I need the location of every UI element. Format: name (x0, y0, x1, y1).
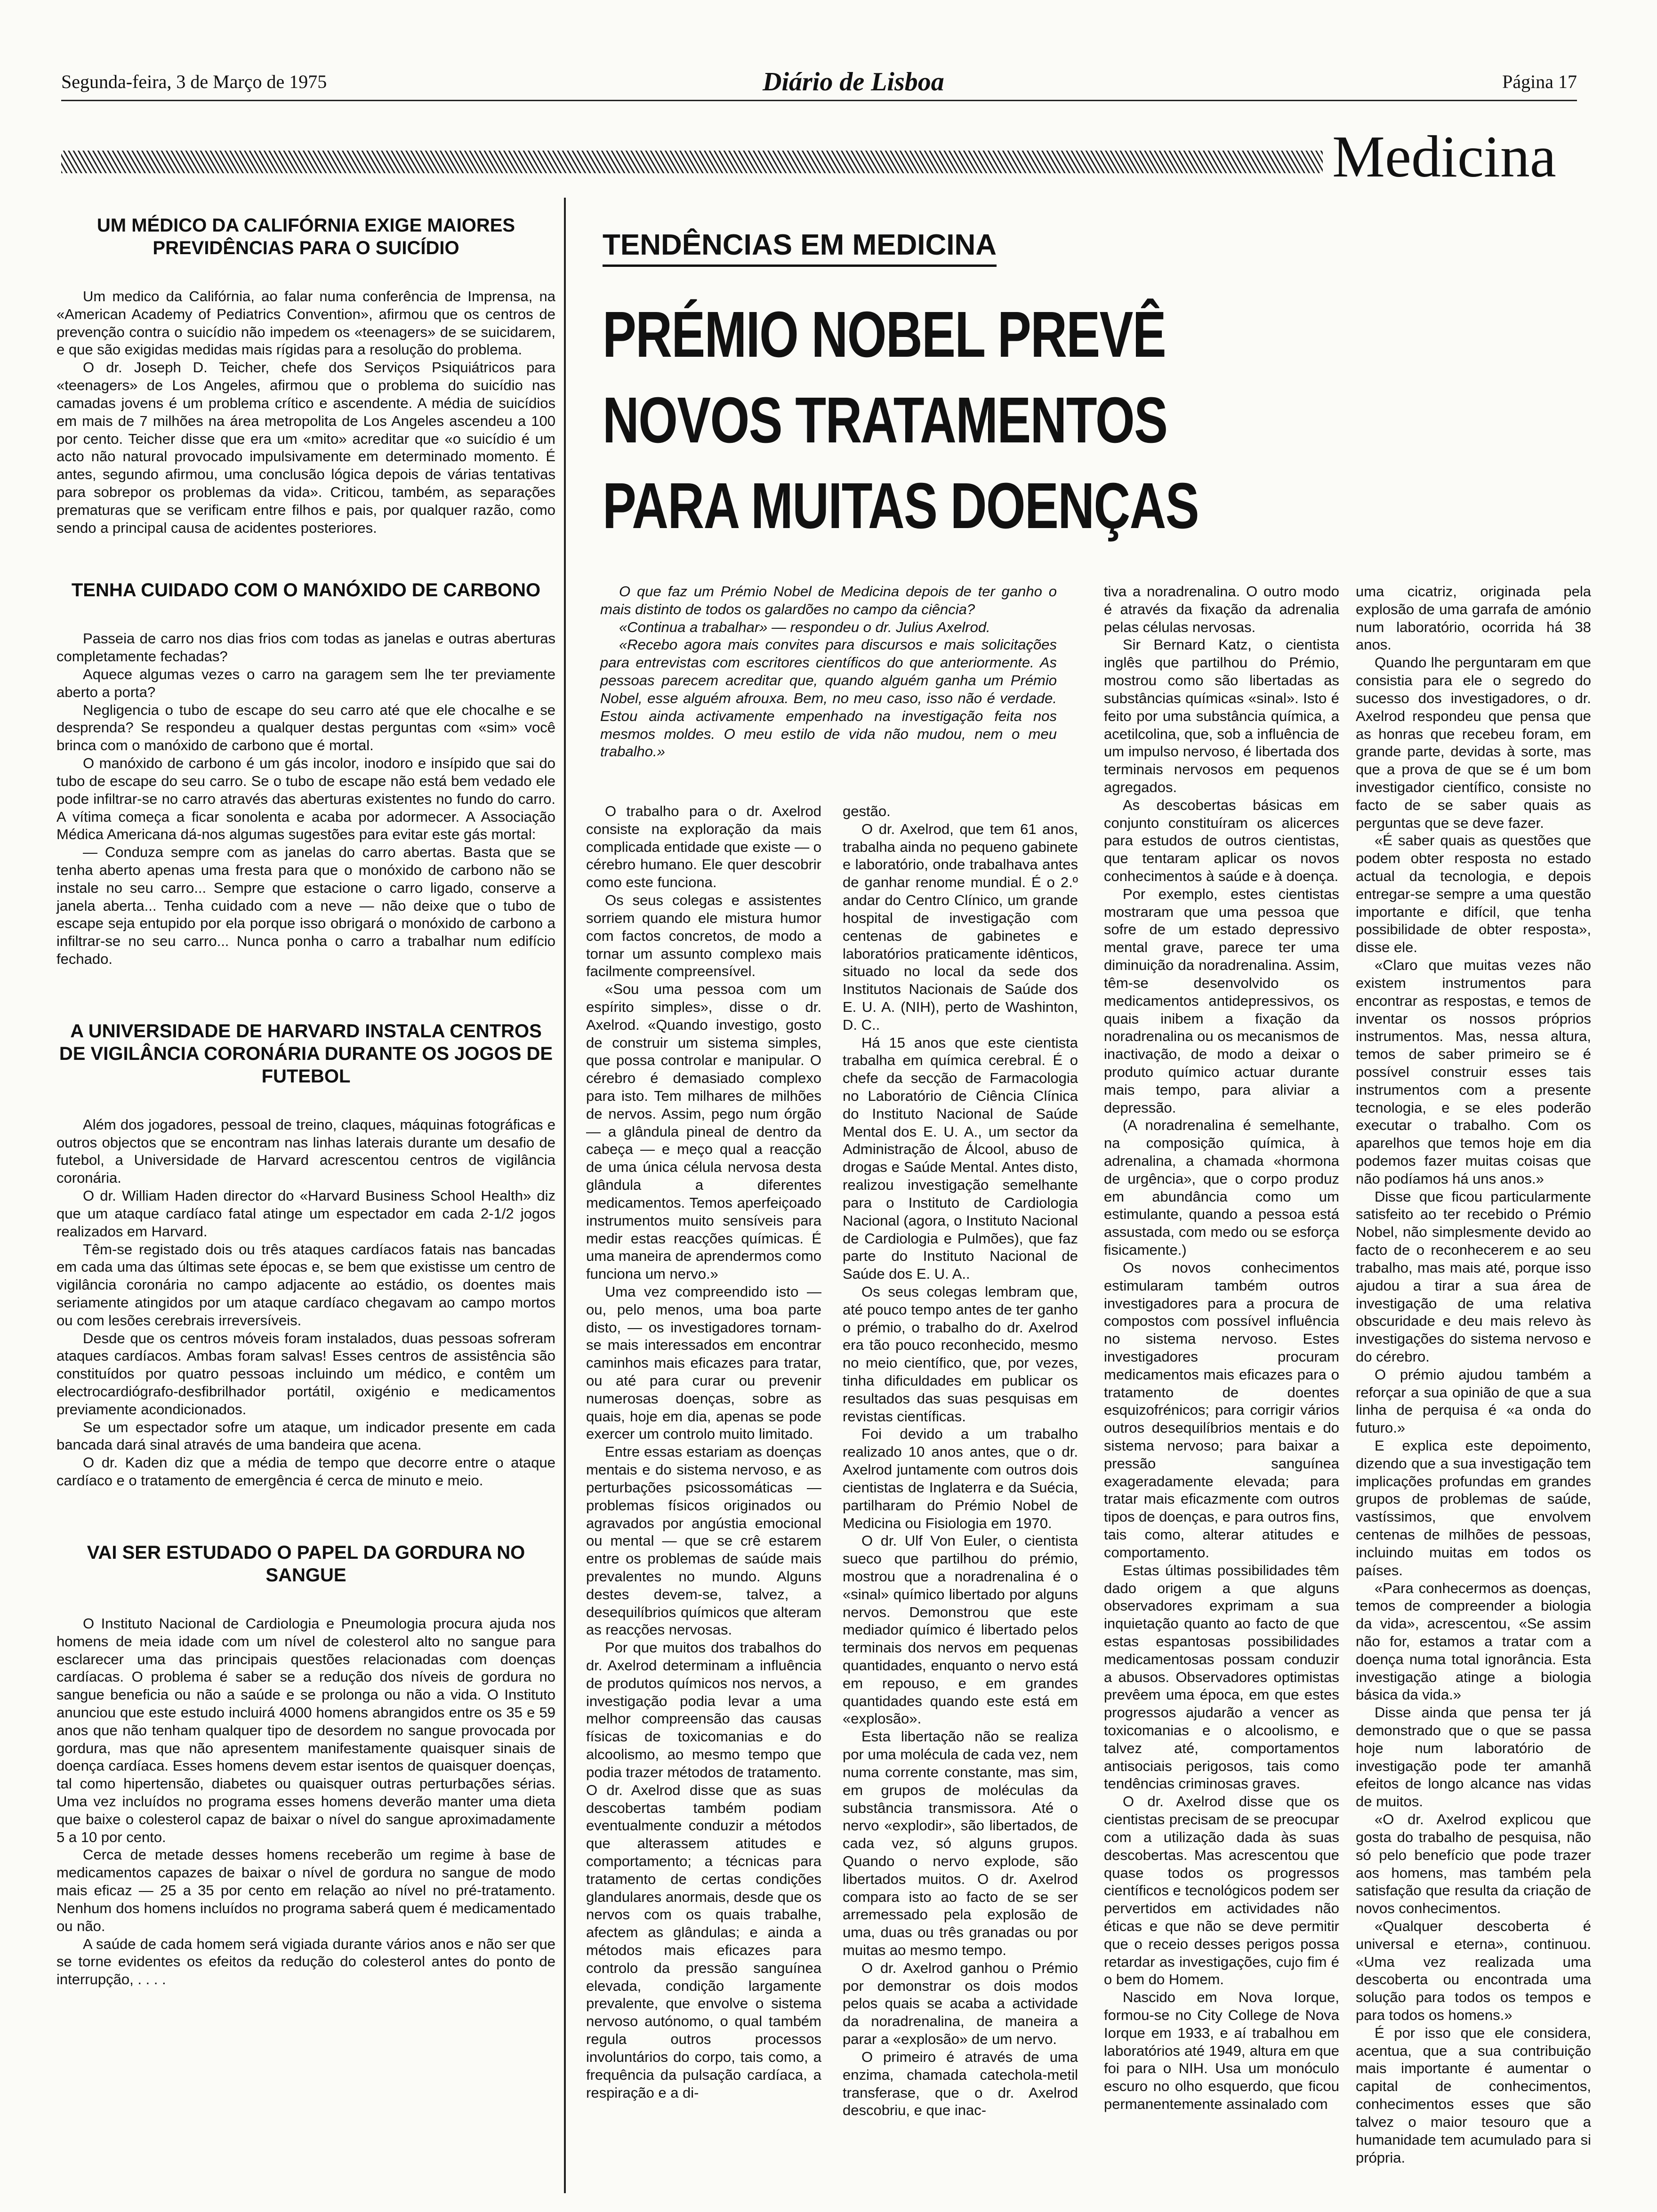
article-headline: VAI SER ESTUDADO O PAPEL DA GORDURA NO SANGUE (87, 1542, 525, 1586)
paragraph: Negligencia o tubo de escape do seu carro até que ele chocalhe e se desprenda? Se respondeu a qualquer destas perguntas com «sim» você brinca com o manóxido de carbono que é mortal. (56, 701, 555, 754)
paragraph: «Sou uma pessoa com um espírito simples», disse o dr. Axelrod. «Quando investigo, gosto de construir um sistema simples, que possa controlar e manipular. O cérebro é demasiado complexo para isto. Tem milhares de milhões de nervos. Assim, pego num órgão — a glândula pineal de dentro da cabeça — e meço qual a reacção de uma única célula nervosa desta glândula a diferentes medicamentos. Temos aperfeiçoado instrumentos muito sensíveis para medir estas reacções químicas. É uma maneira de aprendermos como funciona um nervo.» (586, 981, 821, 1282)
paragraph: Por exemplo, estes cientistas mostraram que uma pessoa que sofre de um estado depressivo mental grave, parece ter uma diminuição da noradrenalina. Assim, têm-se desenvolvido os medicamentos antidepressivos, os quais inibem a fixação da noradrenalina ou os mecanismos de inactivação, de modo a deixar o produto químico actuar durante mais tempo, para aliviar a depressão. (1104, 885, 1339, 1116)
paragraph: O primeiro é através de uma enzima, chamada catechola-metil transferase, que o dr. Axelrod descobriu, e que inac- (843, 2048, 1078, 2119)
article-intro (600, 583, 1057, 761)
paragraph: «Para conhecermos as doenças, temos de compreender a biologia da vida», acrescentou, «Se assim não for, estamos a tratar com a doença numa total ignorância. Esta investigação atinge a biologia básica da vida.» (1356, 1579, 1591, 1703)
paragraph: Disse ainda que pensa ter já demonstrado que o que se passa hoje num laboratório de investigação pode ter amanhã efeitos de longo alcance nas vidas de muitos. (1356, 1704, 1591, 1810)
paragraph: O dr. Ulf Von Euler, o cientista sueco que partilhou do prémio, mostrou que a noradrenalina é o «sinal» químico libertado por alguns nervos. Demonstrou que este mediador químico é libertado pelos terminais dos nervos em pequenas quantidades, enquanto o nervo está em repouso, e em grandes quantidades quando este está em «explosão». (843, 1532, 1078, 1727)
paragraph: O dr. Joseph D. Teicher, chefe dos Serviços Psiquiátricos para «teenagers» de Los Angeles, afirmou que o problema do suicídio nas camadas jovens é um problema crítico e ascendente. A média de suicídios em mais de 7 milhões na área metropolita de Los Angeles ascendeu a 100 por cento. Teicher disse que era um «mito» acreditar que «o suicídio é um acto não natural provocado impulsivamente em determinado momento. É antes, segundo afirmou, uma conclusão lógica depois de várias tentativas para sobrepor os problemas da vida». Criticou, também, as separações prematuras que se verificam entre filhos e pais, por qualquer razão, como sendo a principal causa de acidentes posteriores. (56, 359, 555, 536)
header-rule (61, 100, 1577, 101)
paragraph: Estas últimas possibilidades têm dado origem a que alguns observadores exprimam a sua inquietação quanto ao facto de que estas espantosas possibilidades medicamentosas possam conduzir a abusos. Observadores optimistas prevêem uma época, em que estes progressos ajudarão a vencer as toxicomanias e o alcoolismo, e talvez até, comportamentos antisociais perigosos, tais como tendências criminosas graves. (1104, 1562, 1339, 1792)
paragraph: Entre essas estariam as doenças mentais e do sistema nervoso, e as perturbações psicossomáticas — problemas físicos originados ou agravados por angústia emocional ou mental — que se crê estarem entre os problemas de saúde mais prevalentes no mundo. Alguns destes devem-se, talvez, a desequilíbrios químicos que alteram as reacções nervosas. (586, 1443, 821, 1638)
paragraph: O prémio ajudou também a reforçar a sua opinião de que a sua linha de perquisa é «a onda do futuro.» (1356, 1366, 1591, 1436)
paragraph: Os seus colegas e assistentes sorriem quando ele mistura humor com factos concretos, de modo a tornar um assunto complexo mais facilmente compreensível. (586, 892, 821, 980)
section-hatch-band (61, 151, 1323, 173)
article-body (56, 1615, 555, 1988)
paragraph: «É saber quais as questões que podem obter resposta no estado actual da tecnologia, e depois entregar-se sempre a uma questão importante e difícil, que tenha possibilidade de obter resposta», disse ele. (1356, 832, 1591, 956)
paragraph: O dr. William Haden director do «Harvard Business School Health» diz que um ataque cardíaco fatal atinge um espectador em cada 2-1/2 jogos realizados em Harvard. (56, 1187, 555, 1240)
paragraph: É por isso que ele considera, acentua, que a sua contribuição mais importante é aumentar o capital de conhecimentos, conhecimentos esses que são talvez o maior tesouro que a humanidade tem acumulado para si própria. (1356, 2024, 1591, 2166)
paragraph: Se um espectador sofre um ataque, um indicador presente em cada bancada dará sinal através de uma bandeira que acena. (56, 1419, 555, 1453)
paragraph: Desde que os centros móveis foram instalados, duas pessoas sofreram ataques cardíacos. Ambas foram salvas! Esses centros de assistência são constituídos por quatro pessoas incluindo um médico, e contêm um electrocardiógrafo-desfibrilhador portátil, oxigénio e medicamentos previamente acondicionados. (56, 1330, 555, 1418)
paragraph: Têm-se registado dois ou três ataques cardíacos fatais nas bancadas em cada uma das últimas sete épocas e, se bem que existisse um centro de vigilância coronária no campo adjacente ao estádio, os doentes mais seriamente atingidos por um ataque cardíaco chegavam ao campo mortos ou com lesões cerebrais irreversíveis. (56, 1241, 555, 1329)
paragraph: E explica este depoimento, dizendo que a sua investigação tem implicações profundas em grandes grupos de problemas de saúde, vastíssimos, que envolvem centenas de milhões de pessoas, incluindo muitas em todos os países. (1356, 1437, 1591, 1579)
paragraph: Além dos jogadores, pessoal de treino, claques, máquinas fotográficas e outros objectos que se encontram nas linhas laterais durante um desafio de futebol, a Universidade de Harvard acrescentou centros de vigilância coronária. (56, 1116, 555, 1186)
paragraph: Por que muitos dos trabalhos do dr. Axelrod determinam a influência de produtos químicos nos nervos, a investigação podia levar a uma melhor compreensão das causas físicas de toxicomanias e do alcoolismo, ao mesmo tempo que podia trazer métodos de tratamento. O dr. Axelrod disse que as suas descobertas também podiam eventualmente conduzir a métodos que alterassem atitudes e comportamento; a técnicas para tratamento de certas condições glandulares anormais, desde que os nervos com os quais trabalhe, afectem as glândulas; e ainda a métodos mais eficazes para controlo da pressão sanguínea elevada, condição largamente prevalente, que envolve o sistema nervoso autónomo, o qual também regula outros processos involuntários do corpo, tais como, a frequência da pulsação cardíaca, a respiração e a di- (586, 1639, 821, 2101)
page-number: Página 17 (1502, 71, 1577, 92)
headline-line: PARA MUITAS DOENÇAS (603, 470, 1199, 543)
section-title: Medicina (1332, 124, 1556, 190)
article-blood-fat (56, 1541, 555, 1988)
paragraph: Esta libertação não se realiza por uma molécula de cada vez, nem numa corrente constante, mas sim, em grupos de moléculas da substância transmissora. Até o nervo «explodir», são libertados, de cada vez, só alguns grupos. Quando o nervo explode, são libertados muitos. O dr. Axelrod compara isto ao facto de se ser arremessado pela explosão de uma, duas ou três granadas ou por muitas ao mesmo tempo. (843, 1728, 1078, 1958)
article-suicide (56, 214, 555, 537)
article-body (56, 288, 555, 537)
paragraph: Aquece algumas vezes o carro na garagem sem lhe ter previamente aberto a porta? (56, 666, 555, 700)
paragraph: O manóxido de carbono é um gás incolor, inodoro e insípido que sai do tubo de escape do seu carro. Se o tubo de escape não está bem vedado ele pode infiltrar-se no carro através das aberturas existentes no fundo do carro. A vítima começa a ficar sonolenta e acaba por adormecer. A Associação Médica Americana dá-nos algumas sugestões para evitar este gás mortal: (56, 755, 555, 843)
article-headline: TENHA CUIDADO COM O MANÓXIDO DE CARBONO (71, 580, 541, 601)
main-headline (603, 292, 1285, 549)
issue-date: Segunda-feira, 3 de Março de 1975 (61, 71, 327, 92)
paragraph: Um medico da Califórnia, ao falar numa conferência de Imprensa, na «American Academy of Pediatrics Convention», afirmou que os centros de prevenção contra o suicídio não impedem os «teenagers» de se suicidarem, e que são exigidas medidas mais rígidas para a resolução do problema. (56, 288, 555, 358)
paragraph: Cerca de metade desses homens receberão um regime à base de medicamentos capazes de baixar o nível de gordura no sangue de modo mais eficaz — 25 a 35 por cento em relação ao nível no pré-tratamento. Nenhum dos homens incluídos no programa saberá quem é medicamentado ou não. (56, 1846, 555, 1934)
paragraph: Quando lhe perguntaram em que consistia para ele o segredo do sucesso dos investigadores, o dr. Axelrod respondeu que pensa que as honras que recebeu foram, em grande parte, devidas à sorte, mas que a prova de que se é um bom investigador científico, consiste no facto de se saber quais as perguntas que se deve fazer. (1356, 654, 1591, 831)
headline-line: PRÉMIO NOBEL PREVÊ (603, 298, 1166, 371)
publication-name: Diário de Lisboa (763, 67, 944, 96)
paragraph: uma cicatriz, originada pela explosão de uma garrafa de amónio num laboratório, ocorrida há 38 anos. (1356, 583, 1591, 653)
paragraph: O dr. Axelrod disse que os cientistas precisam de se preocupar com a utilização dada às suas descobertas. Mas acrescentou que quase todos os progressos científicos e tecnológicos podem ser pervertidos em actividades não éticas e que não se deve permitir que o receio desses perigos possa retardar as investigações, cujo fim é o bem do Homem. (1104, 1793, 1339, 1988)
paragraph: O que faz um Prémio Nobel de Medicina depois de ter ganho o mais distinto de todos os galardões no campo da ciência? (600, 583, 1057, 617)
paragraph: «Qualquer descoberta é universal e eterna», continuou. «Uma vez realizada uma descoberta ou encontrada uma solução para todos os tempos e para todos os homens.» (1356, 1917, 1591, 2023)
paragraph: — Conduza sempre com as janelas do carro abertas. Basta que se tenha aberto apenas uma fresta para que o monóxido de carbono não se instale no seu carro... Sempre que estacione o carro ligado, conserve a janela aberta... Tenha cuidado com a neve — não deixe que o tubo de escape seja entupido por ela porque isso obrigará o monóxido de carbono a infiltrar-se no seu carro... Nunca ponha o carro a trabalhar num edifício fechado. (56, 844, 555, 967)
paragraph: Os novos conhecimentos estimularam também outros investigadores para a procura de compostos com possível influência no sistema nervoso. Estes investigadores procuram medicamentos mais eficazes para o tratamento de doentes esquizofrénicos; para corrigir vários outros desequilíbrios mentais e do sistema nervoso; para baixar a pressão sanguínea exageradamente elevada; para tratar mais eficazmente com outros tipos de doenças, e para outros fins, tais como, alterar atitudes e comportamento. (1104, 1259, 1339, 1561)
page-header (61, 67, 1577, 99)
left-column (56, 214, 555, 1988)
paragraph: (A noradrenalina é semelhante, na composição química, à adrenalina, a chamada «hormona de urgência», que o corpo produz em abundância como um estimulante, quando a pessoa está assustada, com medo ou se esforça fisicamente.) (1104, 1117, 1339, 1258)
paragraph: gestão. (843, 803, 891, 819)
paragraph: O dr. Axelrod, que tem 61 anos, trabalha ainda no pequeno gabinete e laboratório, onde trabalhava antes de ganhar renome mundial. É o 2.º andar do Centro Clínico, um grande hospital de investigação com centenas de gabinetes e laboratórios praticamente idênticos, situado no local da sede dos Institutos Nacionais de Saúde dos E. U. A. (NIH), perto de Washinton, D. C.. (843, 820, 1078, 1033)
paragraph: «O dr. Axelrod explicou que gosta do trabalho de pesquisa, não só pelo benefício que pode trazer aos homens, mas também pela satisfação que resulta da criação de novos conhecimentos. (1356, 1811, 1591, 1917)
main-article-column-3 (1104, 583, 1339, 2113)
paragraph: Nascido em Nova Iorque, formou-se no City College de Nova Iorque em 1933, e aí trabalhou em laboratórios até 1949, altura em que foi para o NIH. Usa um monóculo escuro no olho esquerdo, que ficou permanentemente assinalado com (1104, 1989, 1339, 2113)
paragraph: Sir Bernard Katz, o cientista inglês que partilhou do Prémio, mostrou como são libertadas as substâncias químicas «sinal». Isto é feito por uma substância química, a acetilcolina, que, sob a influência de um impulso nervoso, é libertada dos terminais nervosos em pequenos agregados. (1104, 636, 1339, 795)
paragraph: «Continua a trabalhar» — respondeu o dr. Julius Axelrod. (619, 618, 990, 635)
paragraph: O trabalho para o dr. Axelrod consiste na exploração da mais complicada entidade que existe — o cérebro humano. Ele quer descobrir como este funciona. (586, 803, 821, 891)
paragraph: Uma vez compreendido isto — ou, pelo menos, uma boa parte disto, — os investigadores tornam-se mais interessados em encontrar caminhos mais eficazes para tratar, ou até para curar ou prevenir numerosas doenças, sobre as quais, hoje em dia, apenas se pode exercer um controlo muito limitado. (586, 1283, 821, 1443)
paragraph: Os seus colegas lembram que, até pouco tempo antes de ter ganho o prémio, o trabalho do dr. Axelrod era tão pouco reconhecido, mesmo no meio científico, que, por vezes, tinha dificuldades em publicar os resultados das suas pesquisas em revistas científicas. (843, 1283, 1078, 1425)
article-kicker: TENDÊNCIAS EM MEDICINA (603, 228, 997, 267)
paragraph: Há 15 anos que este cientista trabalha em química cerebral. É o chefe da secção de Farmacologia no Laboratório de Ciência Clínica do Instituto Nacional de Saúde Mental dos E. U. A., um sector da Administração de Álcool, abuso de drogas e Saúde Mental. Antes disto, realizou investigação semelhante para o Instituto de Cardiologia Nacional (agora, o Instituto Nacional de Cardiologia e Pulmões), que faz parte do Instituto Nacional de Saúde dos E. U. A.. (843, 1034, 1078, 1282)
paragraph: O dr. Axelrod ganhou o Prémio por demonstrar os dois modos pelos quais se acaba a actividade da noradrenalina, de maneira a parar a «explosão» de um nervo. (843, 1959, 1078, 2048)
paragraph: Foi devido a um trabalho realizado 10 anos antes, que o dr. Axelrod juntamente com outros dois cientistas de Inglaterra e da Suécia, partilharam do Prémio Nobel de Medicina ou Fisiologia em 1970. (843, 1426, 1078, 1531)
paragraph: O dr. Kaden diz que a média de tempo que decorre entre o ataque cardíaco e o tratamento de emergência é cerca de minuto e meio. (56, 1454, 555, 1489)
column-divider (564, 198, 566, 2193)
main-article-column-4 (1356, 583, 1591, 2166)
paragraph: A saúde de cada homem será vigiada durante vários anos e não ser que se torne evidentes os efeitos da redução do colesterol antes do ponto de interrupção, . . . . (56, 1935, 555, 1988)
article-harvard (56, 1020, 555, 1490)
article-body (56, 630, 555, 968)
paragraph: tiva a noradrenalina. O outro modo é através da fixação da adrenalia pelas células nervosas. (1104, 583, 1339, 635)
main-article-column-1 (586, 802, 821, 2101)
paragraph: As descobertas básicas em conjunto constituíram os alicerces para estudos de outros cientistas, que tentaram aplicar os novos conhecimentos à saúde e à doença. (1104, 796, 1339, 884)
main-article-column-2 (843, 802, 1078, 2119)
paragraph: Passeia de carro nos dias frios com todas as janelas e outras aberturas completamente fechadas? (56, 630, 555, 665)
paragraph: Disse que ficou particularmente satisfeito ao ter recebido o Prémio Nobel, não simplesmente devido ao facto de o reconhecerem e ao seu trabalho, mas mais até, porque isso ajudou a tirar a sua área de investigação de uma relativa obscuridade e deu mais relevo às investigações do sistema nervoso e do cérebro. (1356, 1188, 1591, 1365)
headline-line: NOVOS TRATAMENTOS (603, 384, 1167, 457)
paragraph: O Instituto Nacional de Cardiologia e Pneumologia procura ajuda nos homens de meia idade com um nível de colesterol alto no sangue para esclarecer uma das principais questões relacionadas com doenças cardíacas. O problema é saber se a redução dos níveis de gordura no sangue beneficia ou não a saúde e se prolonga ou não a vida. O Instituto anunciou que este estudo incluirá 4000 homens abrangidos entre os 35 e 59 anos que não tenham qualquer tipo de desordem no sangue provocada por gordura, mas que não apresentem manifestamente quaisquer sinais de doença cardíaca. Esses homens devem estar isentos de quaisquer doenças, tal como hipertensão, diabetes ou quaisquer outras perturbações sérias. Uma vez incluídos no programa esses homens deverão manter uma dieta que baixe o colesterol capaz de baixar o nível do sangue aproximadamente 5 a 10 por cento. (56, 1615, 555, 1845)
article-headline: UM MÉDICO DA CALIFÓRNIA EXIGE MAIORES PREVIDÊNCIAS PARA O SUICÍDIO (97, 215, 515, 258)
paragraph: «Recebo agora mais convites para discursos e mais solicitações para entrevistas com escritores científicos do que anteriormente. As pessoas parecem acreditar que, quando alguém ganha um Prémio Nobel, esse alguém afrouxa. Bem, no meu caso, isso não é verdade. Estou ainda activamente empenhado na investigação feita nos mesmos moldes. O meu estilo de vida não mudou, nem o meu trabalho.» (600, 636, 1057, 760)
article-headline: A UNIVERSIDADE DE HARVARD INSTALA CENTROS DE VIGILÂNCIA CORONÁRIA DURANTE OS JOGOS DE FUTEBOL (59, 1020, 553, 1087)
article-carbon-monoxide (56, 579, 555, 968)
paragraph: «Claro que muitas vezes não existem instrumentos para encontrar as respostas, e temos de inventar os nossos próprios instrumentos. Mas, nessa altura, temos de saber primeiro se é possível construir esses tais instrumentos com a presente tecnologia, e se eles poderão executar o trabalho. Com os aparelhos que temos hoje em dia podemos fazer muitas coisas que não podíamos há uns anos.» (1356, 957, 1591, 1187)
article-body (56, 1116, 555, 1490)
